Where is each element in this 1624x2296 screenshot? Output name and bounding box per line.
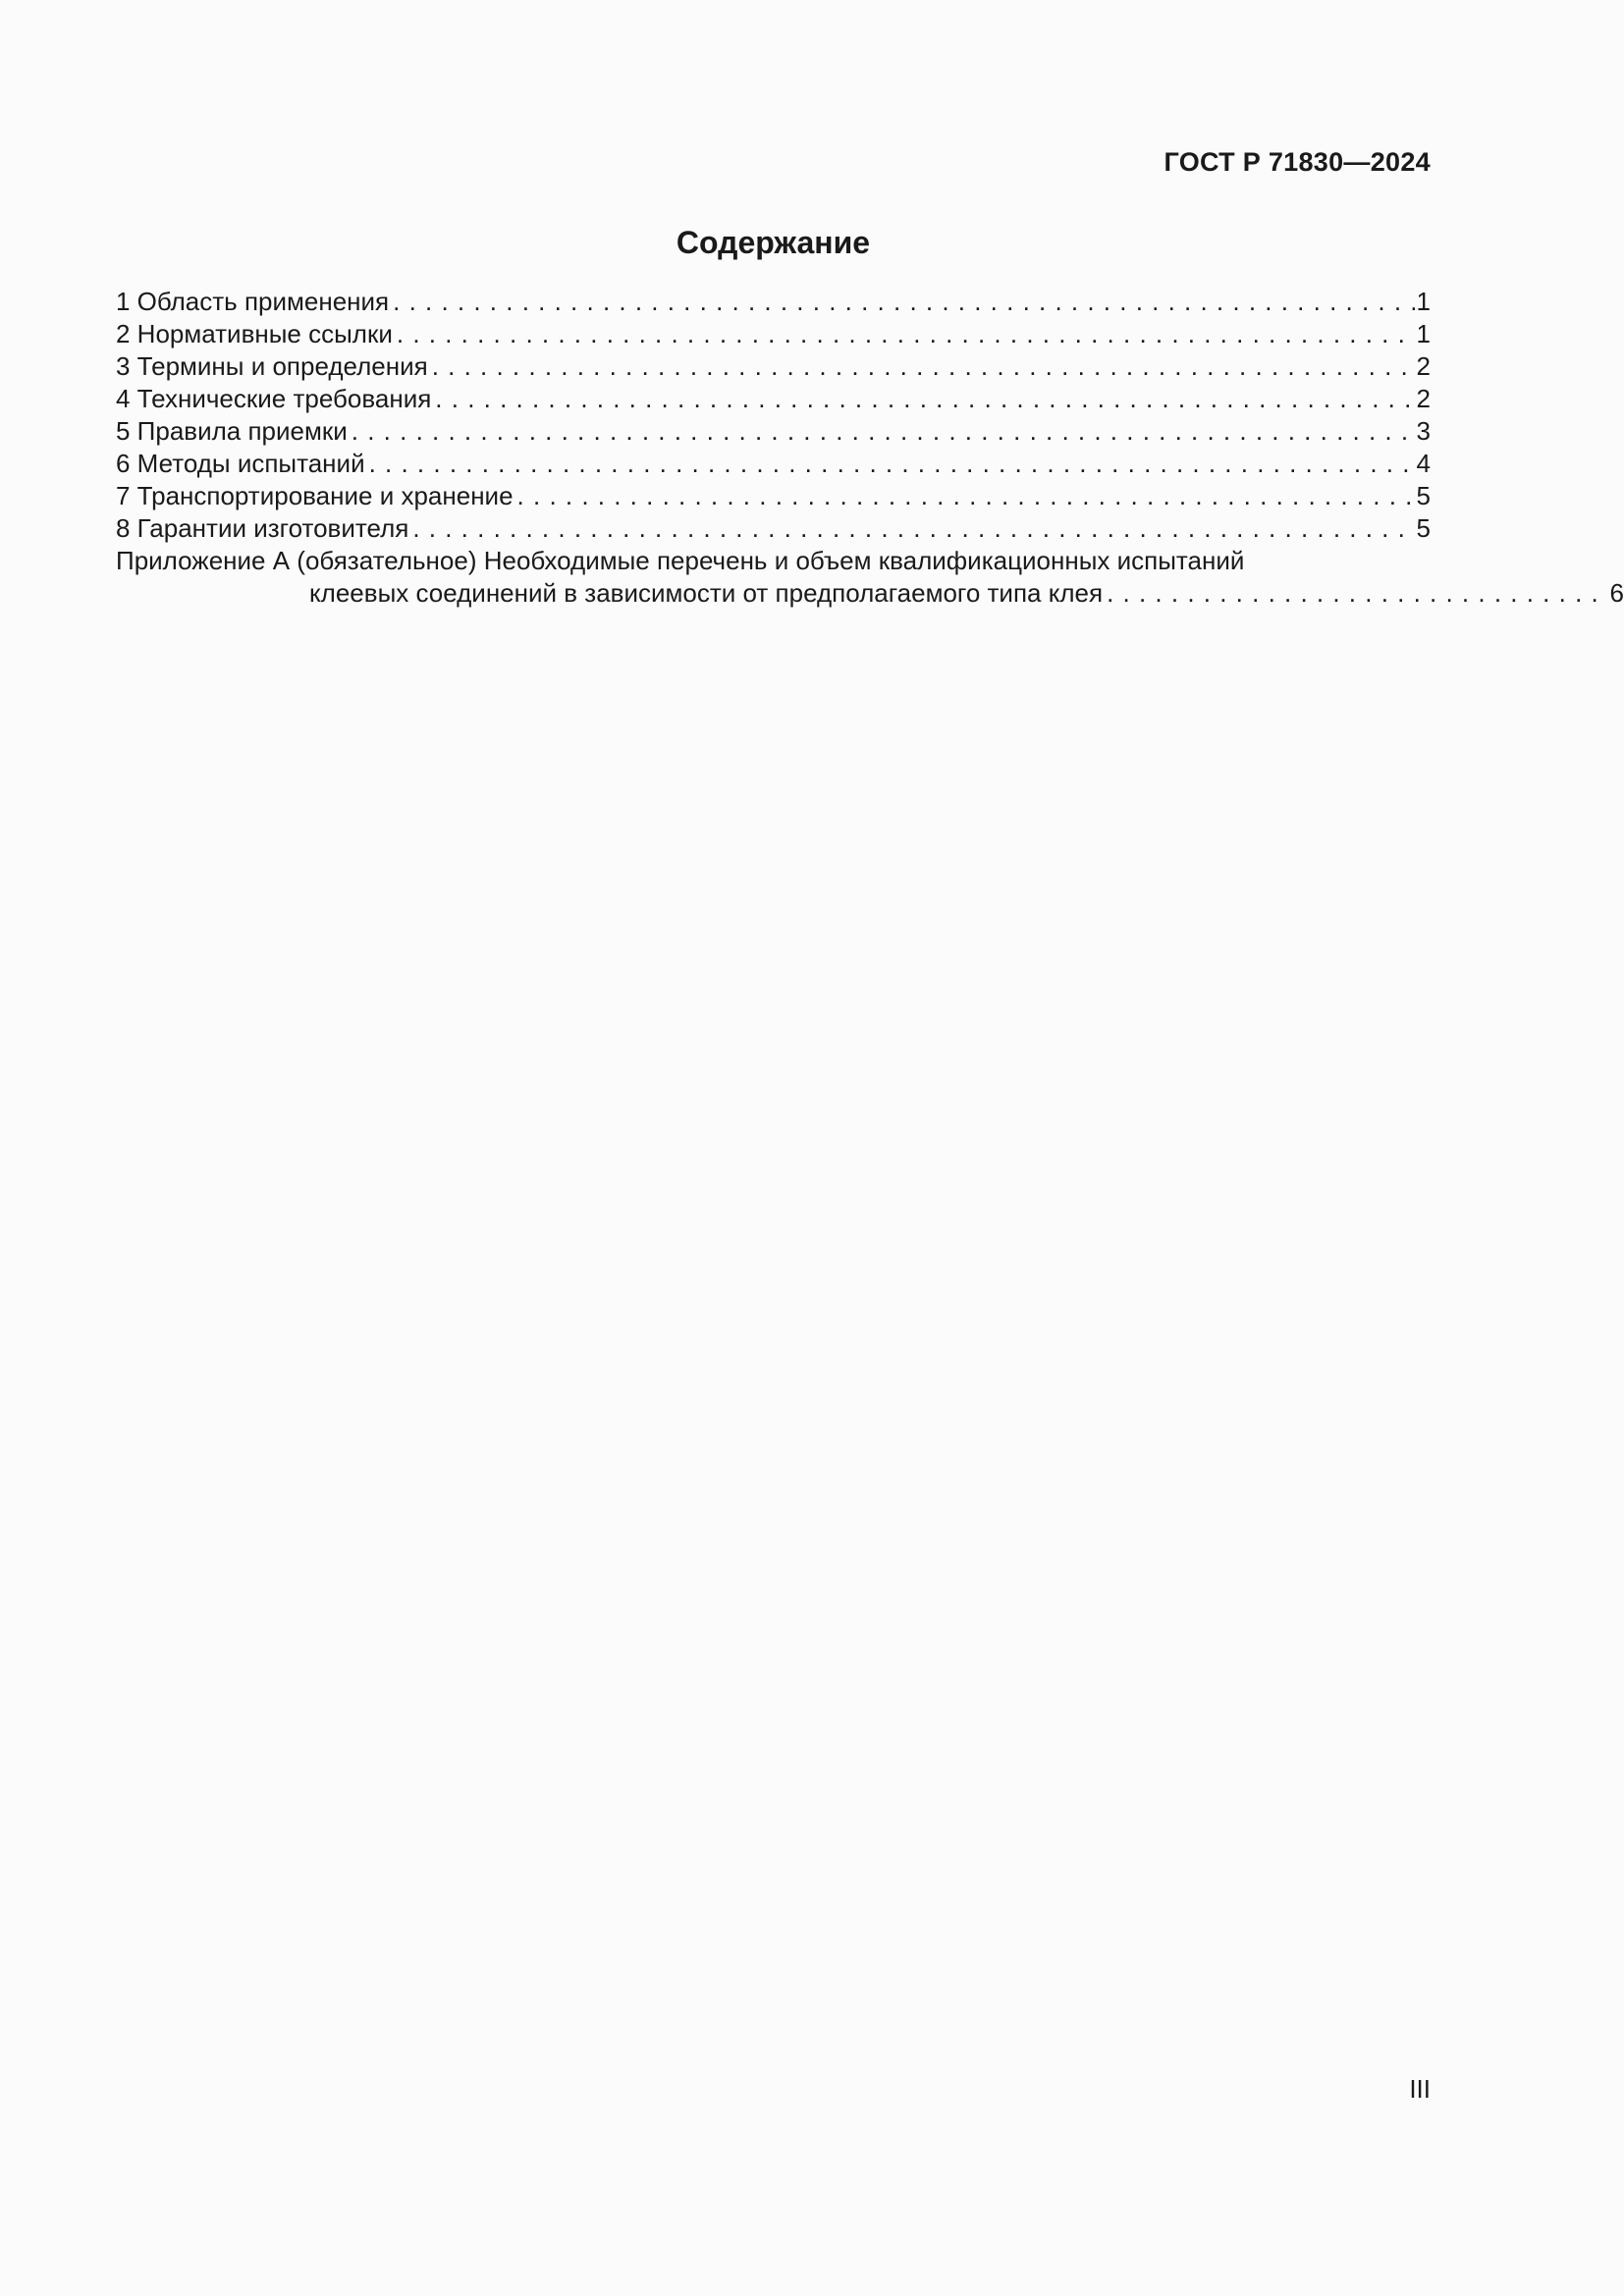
toc-item-label: 7 Транспортирование и хранение: [116, 481, 514, 510]
toc-leader-dots: [1103, 577, 1607, 610]
toc-item-page: 2: [1416, 384, 1431, 413]
toc-item[interactable]: [116, 318, 1431, 350]
toc-item-label: 8 Гарантии изготовителя: [116, 513, 409, 543]
toc-annex-title-line2: клеевых соединений в зависимости от предполагаемого типа клея: [309, 578, 1104, 608]
toc-item-page: 3: [1416, 416, 1431, 446]
toc-item[interactable]: [116, 512, 1431, 545]
toc-item-label: 1 Область применения: [116, 287, 390, 316]
toc-item-page: 5: [1416, 481, 1431, 510]
toc-item-label: 2 Нормативные ссылки: [116, 319, 393, 348]
toc-item[interactable]: [116, 448, 1431, 480]
toc-leader-dots: [514, 480, 1415, 512]
toc-item-page: 2: [1416, 351, 1431, 381]
toc-item[interactable]: [116, 480, 1431, 512]
toc-annex-page: 6: [1609, 578, 1624, 608]
toc-leader-dots: [431, 383, 1414, 415]
toc-leader-dots: [348, 415, 1415, 448]
toc-item-label: 5 Правила приемки: [116, 416, 348, 446]
toc-leader-dots: [393, 318, 1415, 350]
toc-annex-title-line1: Приложение А (обязательное) Необходимые перечень и объем квалификационных испытаний: [116, 546, 1245, 575]
toc-item-label: 6 Методы испытаний: [116, 449, 365, 478]
toc-item-label: 3 Термины и определения: [116, 351, 428, 381]
toc-item-page: 4: [1416, 449, 1431, 478]
toc-annex-title-line2-row: [116, 577, 1624, 610]
toc-title: Содержание: [676, 225, 871, 260]
toc-item-page: 1: [1416, 319, 1431, 348]
toc-leader-dots: [428, 350, 1415, 383]
toc-item-label: 4 Технические требования: [116, 384, 432, 413]
toc-item-page: 1: [1416, 287, 1431, 316]
toc-item[interactable]: [116, 383, 1431, 415]
toc-annex-item[interactable]: [116, 545, 1624, 610]
toc-item[interactable]: [116, 415, 1431, 448]
document-code: ГОСТ Р 71830—2024: [1164, 147, 1431, 177]
toc-item-page: 5: [1416, 513, 1431, 543]
toc-leader-dots: [389, 286, 1414, 318]
table-of-contents: [116, 286, 1624, 610]
toc-leader-dots: [408, 512, 1414, 545]
toc-item[interactable]: [116, 286, 1431, 318]
toc-item[interactable]: [116, 350, 1431, 383]
toc-leader-dots: [365, 448, 1415, 480]
page-number: III: [1409, 2074, 1431, 2104]
